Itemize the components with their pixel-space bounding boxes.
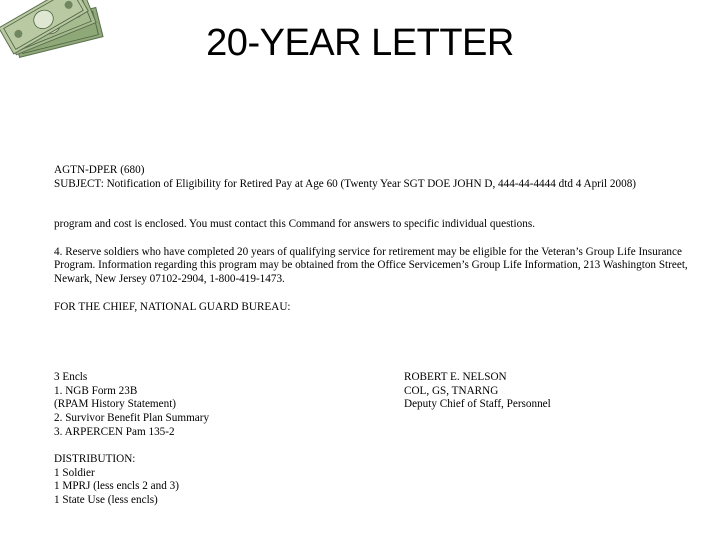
letter-body xyxy=(54,164,694,508)
paragraph-fragment: program and cost is enclosed. You must contact this Command for answers to specific individual questions. xyxy=(54,218,535,231)
enclosure-line: (RPAM History Statement) xyxy=(54,398,177,411)
signer-title: Deputy Chief of Staff, Personnel xyxy=(404,398,551,411)
enclosure-signature-block xyxy=(54,371,694,439)
enclosure-line: 3. ARPERCEN Pam 135-2 xyxy=(54,425,175,438)
distribution-heading: DISTRIBUTION: xyxy=(54,453,136,466)
distribution-item: 1 Soldier xyxy=(54,466,95,479)
signature-block xyxy=(404,371,694,439)
enclosures-list xyxy=(54,371,404,439)
enclosure-line: 1. NGB Form 23B xyxy=(54,384,138,397)
paragraph-4: 4. Reserve soldiers who have completed 20 years of qualifying service for retirement may be eligible for the Veteran’s Group Life Insurance Program. Information regarding this program may be obtained from the Office Servicemen’s Group Life Information, 213 Washington Street, Newark, New Jersey 07102-2904, 1-800-419-1473. xyxy=(54,245,688,285)
office-symbol: AGTN-DPER (680) xyxy=(54,164,145,176)
closing-line: FOR THE CHIEF, NATIONAL GUARD BUREAU: xyxy=(54,300,291,313)
distribution-item: 1 State Use (less encls) xyxy=(54,493,158,506)
enclosure-line: 2. Survivor Benefit Plan Summary xyxy=(54,411,210,424)
subject-line: SUBJECT: Notification of Eligibility for Retired Pay at Age 60 (Twenty Year SGT DOE JOHN D, 444-44-4444 dtd 4 April 2008) xyxy=(54,177,637,190)
slide-title: 20-YEAR LETTER xyxy=(206,22,514,64)
signer-name: ROBERT E. NELSON xyxy=(404,371,507,384)
distribution-list xyxy=(54,453,694,507)
enclosure-line: 3 Encls xyxy=(54,371,88,384)
distribution-item: 1 MPRJ (less encls 2 and 3) xyxy=(54,480,179,493)
signer-rank: COL, GS, TNARNG xyxy=(404,384,499,397)
